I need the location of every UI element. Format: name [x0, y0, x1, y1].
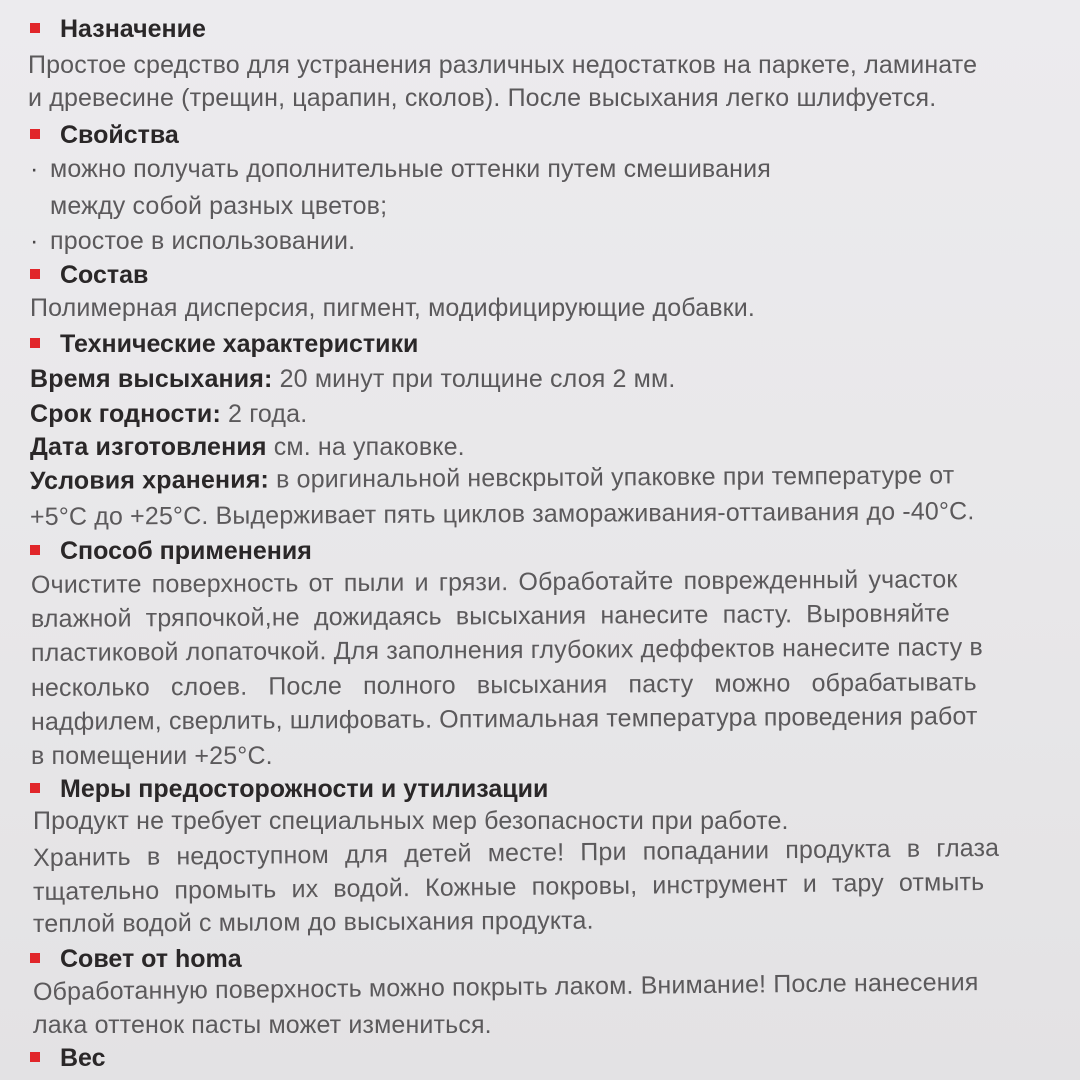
spec-shelf-life	[30, 399, 307, 429]
section-heading-purpose: Назначение	[30, 14, 206, 44]
red-square-bullet-icon	[30, 545, 40, 555]
usage-line-6: в помещении +25°С.	[31, 742, 273, 770]
properties-bullet-1-cont: между собой разных цветов;	[50, 192, 388, 220]
red-square-bullet-icon	[30, 1052, 40, 1062]
spec-shelf-label: Срок годности:	[30, 400, 221, 428]
safety-line-2: Хранить в недоступном для детей месте! При попадании продукта в глаза	[32, 833, 1000, 872]
spec-shelf-value: 2 года.	[228, 400, 308, 428]
composition-line-1: Полимерная дисперсия, пигмент, модифицирующие добавки.	[30, 294, 755, 322]
advice-line-1: Обработанную поверхность можно покрыть лаком. Внимание! После нанесения	[32, 968, 979, 1006]
safety-line-3: тщательно промыть их водой. Кожные покровы, инструмент и тару отмыть	[32, 868, 985, 906]
advice-line-2: лака оттенок пасты может измениться.	[33, 1011, 492, 1039]
section-heading-weight: Вес	[30, 1043, 106, 1073]
section-heading-safety: Меры предосторожности и утилизации	[30, 774, 548, 804]
red-square-bullet-icon	[30, 783, 40, 793]
safety-line-1: Продукт не требует специальных мер безопасности при работе.	[33, 807, 789, 835]
spec-date-label: Дата изготовления	[30, 433, 267, 461]
usage-line-4: несколько слоев. После полного высыхания пасту можно обрабатывать	[30, 668, 977, 702]
properties-bullet-2: · простое в использовании.	[30, 227, 356, 255]
usage-line-3: пластиковой лопаточкой. Для заполнения глубоких деффектов нанесите пасту в	[30, 633, 983, 667]
dot-bullet-icon: ·	[30, 227, 39, 255]
red-square-bullet-icon	[30, 338, 40, 348]
spec-storage-label: Условия хранения:	[29, 465, 270, 495]
section-heading-advice: Совет от homa	[30, 944, 242, 974]
red-square-bullet-icon	[30, 953, 40, 963]
dot-bullet-icon: ·	[30, 155, 39, 183]
section-heading-usage: Способ применения	[30, 536, 312, 566]
purpose-line-2: и древесине (трещин, царапин, сколов). После высыхания легко шлифуется.	[28, 84, 937, 112]
section-heading-specs: Технические характеристики	[30, 329, 418, 359]
section-heading-composition: Состав	[30, 260, 148, 290]
spec-storage-line-2: +5°С до +25°С. Выдерживает пять циклов замораживания-оттаивания до -40°С.	[29, 497, 975, 531]
spec-storage-value: в оригинальной невскрытой упаковке при температуре от	[276, 461, 955, 494]
spec-date-value: см. на упаковке.	[273, 433, 465, 461]
red-square-bullet-icon	[30, 129, 40, 139]
properties-bullet-1: · можно получать дополнительные оттенки путем смешивания	[30, 155, 771, 183]
purpose-line-1: Простое средство для устранения различных недостатков на паркете, ламинате	[28, 51, 978, 79]
spec-storage-conditions	[30, 460, 954, 496]
usage-line-1: Очистите поверхность от пыли и грязи. Обработайте поврежденный участок	[30, 565, 958, 599]
usage-line-2: влажной тряпочкой,не дожидаясь высыхания нанесите пасту. Выровняйте	[30, 599, 950, 633]
section-heading-properties: Свойства	[30, 120, 179, 150]
safety-line-4: теплой водой с мылом до высыхания продукта.	[32, 906, 594, 938]
red-square-bullet-icon	[30, 23, 40, 33]
red-square-bullet-icon	[30, 269, 40, 279]
usage-line-5: надфилем, сверлить, шлифовать. Оптимальная температура проведения работ	[30, 702, 978, 736]
spec-drying-time	[30, 364, 675, 394]
spec-drying-value: 20 минут при толщине слоя 2 мм.	[279, 365, 676, 393]
spec-drying-label: Время высыхания:	[30, 365, 273, 393]
spec-manufacture-date	[30, 432, 465, 462]
